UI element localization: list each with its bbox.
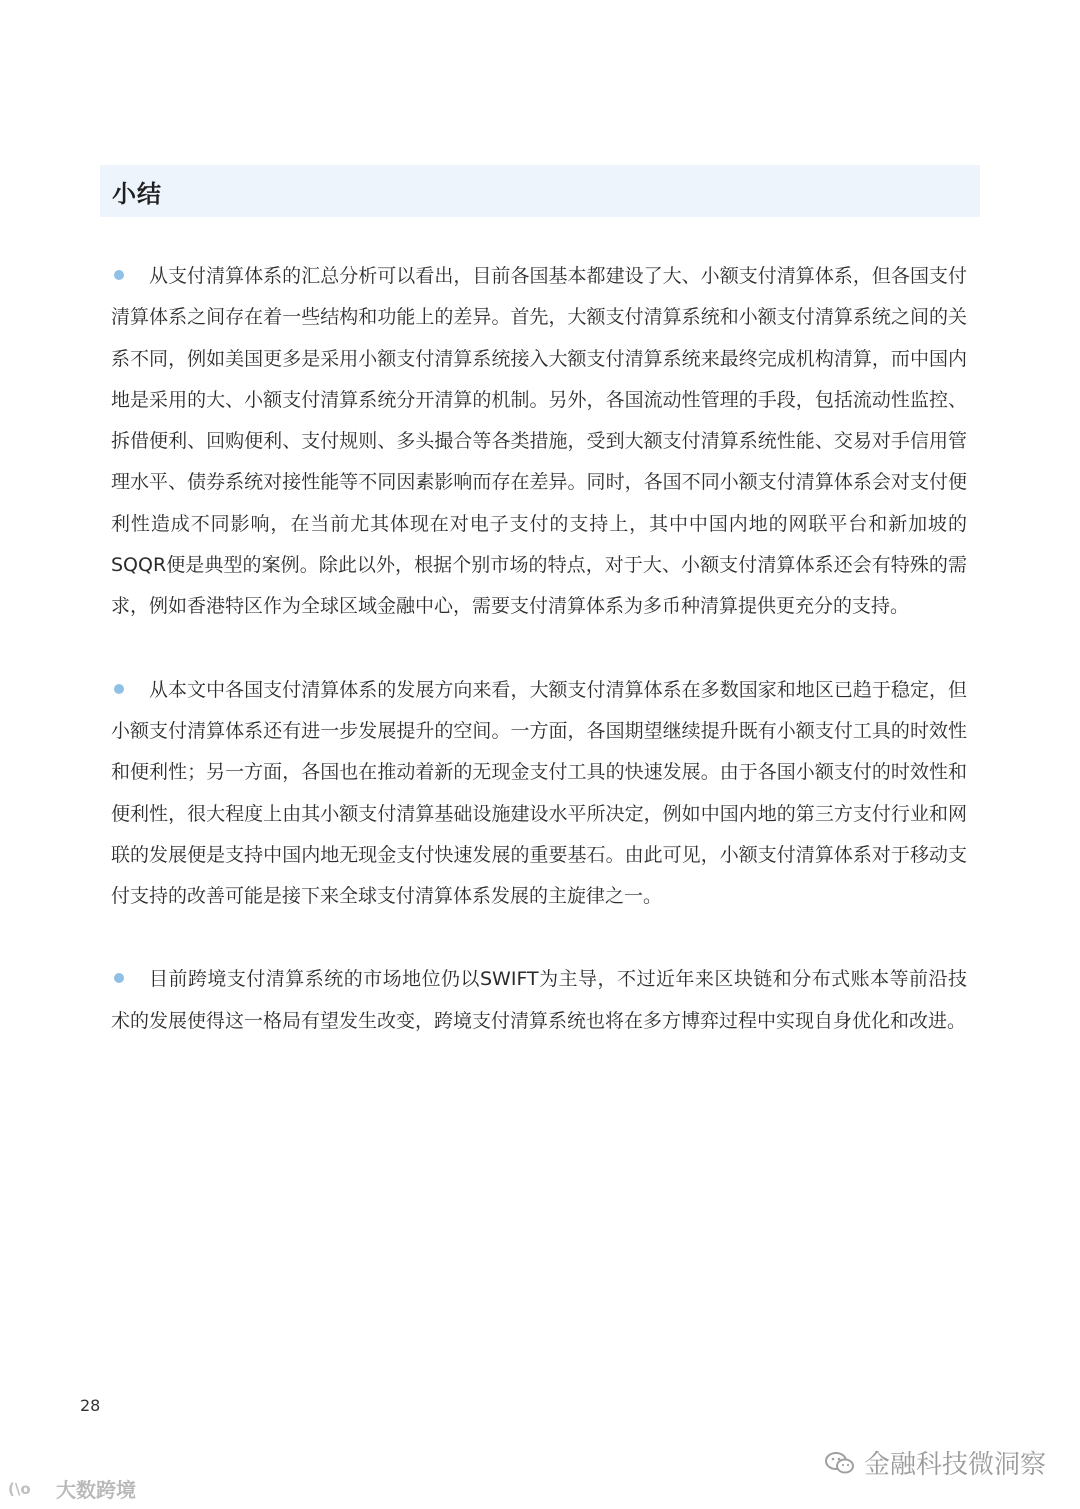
- summary-item-text: 目前跨境支付清算系统的市场地位仍以SWIFT为主导，不过近年来区块链和分布式账本等前沿技术的发展使得这一格局有望发生改变，跨境支付清算系统也将在多方博弈过程中实现自身优化和改进。: [111, 968, 967, 1032]
- summary-item-text: 从本文中各国支付清算体系的发展方向来看，大额支付清算体系在多数国家和地区已趋于稳定，但小额支付清算体系还有进一步发展提升的空间。一方面，各国期望继续提升既有小额支付工具的时效性和便利性；另一方面，各国也在推动着新的无现金支付工具的快速发展。由于各国小额支付的时效性和便利性，很大程度上由其小额支付清算基础设施建设水平所决定，例如中国内地的第三方支付行业和网联的发展便是支持中国内地无现金支付快速发展的重要基石。由此可见，小额支付清算体系对于移动支付支持的改善可能是接下来全球支付清算体系发展的主旋律之一。: [111, 678, 967, 908]
- wechat-icon: [824, 1450, 856, 1476]
- bullet-dot-icon: [114, 684, 124, 694]
- summary-item-text: 从支付清算体系的汇总分析可以看出，目前各国基本都建设了大、小额支付清算体系，但各国支付清算体系之间存在着一些结构和功能上的差异。首先，大额支付清算系统和小额支付清算系统之间的关系不同，例如美国更多是采用小额支付清算系统接入大额支付清算系统来最终完成机构清算，而中国内地是采用的大、小额支付清算系统分开清算的机制。另外，各国流动性管理的手段，包括流动性监控、拆借便利、回购便利、支付规则、多头撮合等各类措施，受到大额支付清算系统性能、交易对手信用管理水平、债券系统对接性能等不同因素影响而存在差异。同时，各国不同小额支付清算体系会对支付便利性造成不同影响，在当前尤其体现在对电子支付的支持上，其中中国内地的网联平台和新加坡的SQQR便是典型的案例。除此以外，根据个别市场的特点，对于大、小额支付清算体系还会有特殊的需求，例如香港特区作为全球区域金融中心，需要支付清算体系为多币种清算提供更充分的支持。: [111, 265, 967, 618]
- watermark-left-text: 大数跨境: [56, 1478, 136, 1502]
- watermark-brand: [6, 1474, 136, 1503]
- section-header: [100, 165, 980, 217]
- section-title: 小结: [112, 179, 162, 208]
- summary-item: [111, 256, 967, 628]
- svg-text:(\o: (\o: [8, 1479, 31, 1498]
- summary-item: [111, 670, 967, 918]
- brand-logo-icon: [6, 1476, 52, 1502]
- summary-list: [111, 256, 967, 1042]
- summary-item: [111, 959, 967, 1042]
- bullet-dot-icon: [114, 270, 124, 280]
- watermark-wechat: [824, 1444, 1046, 1481]
- bullet-dot-icon: [114, 973, 124, 983]
- watermark-right-text: 金融科技微洞察: [863, 1450, 1046, 1480]
- page-number: 28: [80, 1396, 101, 1415]
